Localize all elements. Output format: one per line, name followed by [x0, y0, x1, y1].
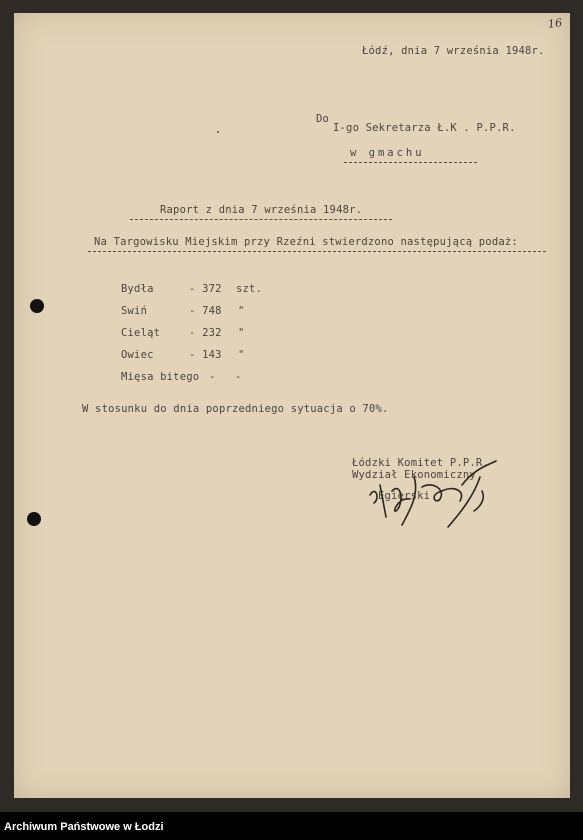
item-label: Swiń: [121, 305, 148, 317]
item-label: Mięsa bitego: [121, 371, 200, 383]
signature-line-3: Egierski: [378, 490, 431, 502]
item-value: - 372: [189, 283, 222, 295]
addressee-line-1: I-go Sekretarza Ł.K . P.P.R.: [333, 122, 516, 134]
intro-text: Na Targowisku Miejskim przy Rzeźni stwierdzono następującą podaż:: [94, 236, 518, 248]
item-unit: szt.: [236, 283, 263, 295]
archive-label: Archiwum Państwowe w Łodzi: [4, 821, 164, 833]
punch-hole: [27, 512, 41, 526]
report-title-underline: [130, 219, 392, 220]
signature-line-2: Wydział Ekonomiczny: [352, 469, 476, 481]
item-value: -: [209, 371, 216, 383]
item-unit: ": [238, 349, 245, 361]
place-date: Łódź, dnia 7 września 1948r.: [362, 45, 545, 57]
item-value: - 143: [189, 349, 222, 361]
archive-footer: [0, 812, 583, 840]
handwritten-signature: [362, 455, 512, 535]
addressee-prefix: Do: [316, 113, 330, 125]
item-value: - 748: [189, 305, 222, 317]
page-number: 16: [547, 16, 564, 31]
item-label: Cieląt: [121, 327, 161, 339]
addressee-line-2: w gmachu: [350, 147, 425, 159]
report-title: Raport z dnia 7 września 1948r.: [160, 204, 363, 216]
item-unit: -: [235, 371, 242, 383]
signature-line-1: Łódzki Komitet P.P.R.: [352, 457, 489, 469]
item-label: Owiec: [121, 349, 154, 361]
ink-speck: [217, 131, 219, 133]
punch-hole: [30, 299, 44, 313]
addressee-underline: [344, 162, 477, 163]
item-unit: ": [238, 305, 245, 317]
item-label: Bydła: [121, 283, 154, 295]
intro-underline: [88, 251, 546, 252]
summary-text: W stosunku do dnia poprzedniego sytuacja o 70%.: [82, 403, 389, 415]
item-value: - 232: [189, 327, 222, 339]
item-unit: ": [238, 327, 245, 339]
